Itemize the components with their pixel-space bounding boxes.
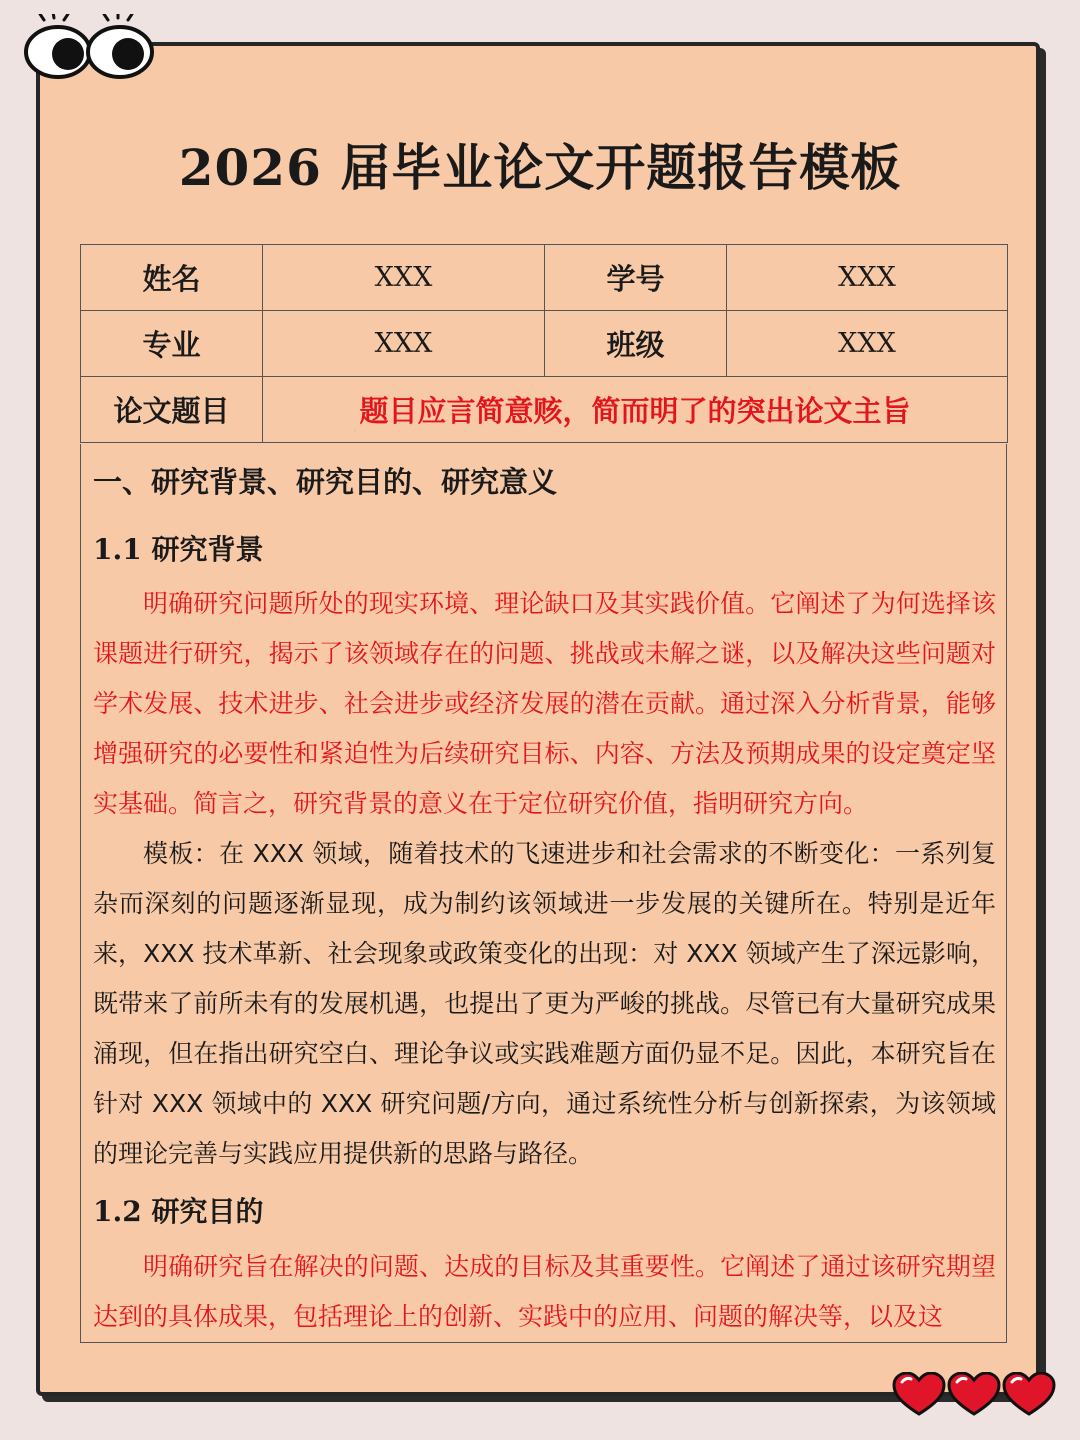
table-row xyxy=(81,377,1008,443)
name-label: 姓名 xyxy=(81,245,263,311)
document-title: 2026 届毕业论文开题报告模板 xyxy=(178,138,902,197)
cartoon-eyes-icon xyxy=(22,14,154,80)
thesis-topic-label: 论文题目 xyxy=(81,377,263,443)
class-value: XXX xyxy=(727,311,1008,377)
heart-icon xyxy=(894,1373,944,1414)
background-guidance-text: 明确研究问题所处的现实环境、理论缺口及其实践价值。它阐述了为何选择该课题进行研究，揭示了该领域存在的问题、挑战或未解之谜，以及解决这些问题对学术发展、技术进步、社会进步或经济发展的潜在贡献。通过深入分析背景，能够增强研究的必要性和紧迫性为后续研究目标、内容、方法及预期成果的设定奠定坚实基础。简言之，研究背景的意义在于定位研究价值，指明研究方向。 xyxy=(93,589,996,818)
subsection-heading-purpose: 1.2 研究目的 xyxy=(93,1195,264,1228)
heart-icon xyxy=(1004,1373,1054,1414)
name-value: XXX xyxy=(263,245,545,311)
heart-icon xyxy=(949,1373,999,1414)
background-template-text: 模板：在 XXX 领域，随着技术的飞速进步和社会需求的不断变化：一系列复杂而深刻的问题逐渐显现，成为制约该领域进一步发展的关键所在。特别是近年来，XXX 技术革新、社会现象或政策变化的出现：对 XXX 领域产生了深远影响，既带来了前所未有的发展机遇，也提出了更为严峻的挑战。尽管已有大量研究成果涌现，但在指出研究空白、理论争议或实践难题方面仍显不足。因此，本研究旨在针对 XXX 领域中的 XXX 研究问题/方向，通过系统性分析与创新探索，为该领域的理论完善与实践应用提供新的思路与路径。 xyxy=(93,839,996,1168)
student-id-value: XXX xyxy=(727,245,1008,311)
purpose-guidance-text: 明确研究旨在解决的问题、达成的目标及其重要性。它阐述了通过该研究期望达到的具体成果，包括理论上的创新、实践中的应用、问题的解决等，以及这 xyxy=(93,1252,996,1331)
section-heading: 一、研究背景、研究目的、研究意义 xyxy=(93,465,558,499)
table-row xyxy=(81,311,1008,377)
student-info-table xyxy=(80,244,1008,443)
table-row xyxy=(81,245,1008,311)
thesis-topic-value: 题目应言简意赅，简而明了的突出论文主旨 xyxy=(263,377,1008,443)
major-label: 专业 xyxy=(81,311,263,377)
subsection-heading-background: 1.1 研究背景 xyxy=(93,533,264,566)
class-label: 班级 xyxy=(545,311,727,377)
major-value: XXX xyxy=(263,311,545,377)
content-section xyxy=(80,444,1007,1343)
hearts-decoration xyxy=(892,1372,1058,1416)
student-id-label: 学号 xyxy=(545,245,727,311)
